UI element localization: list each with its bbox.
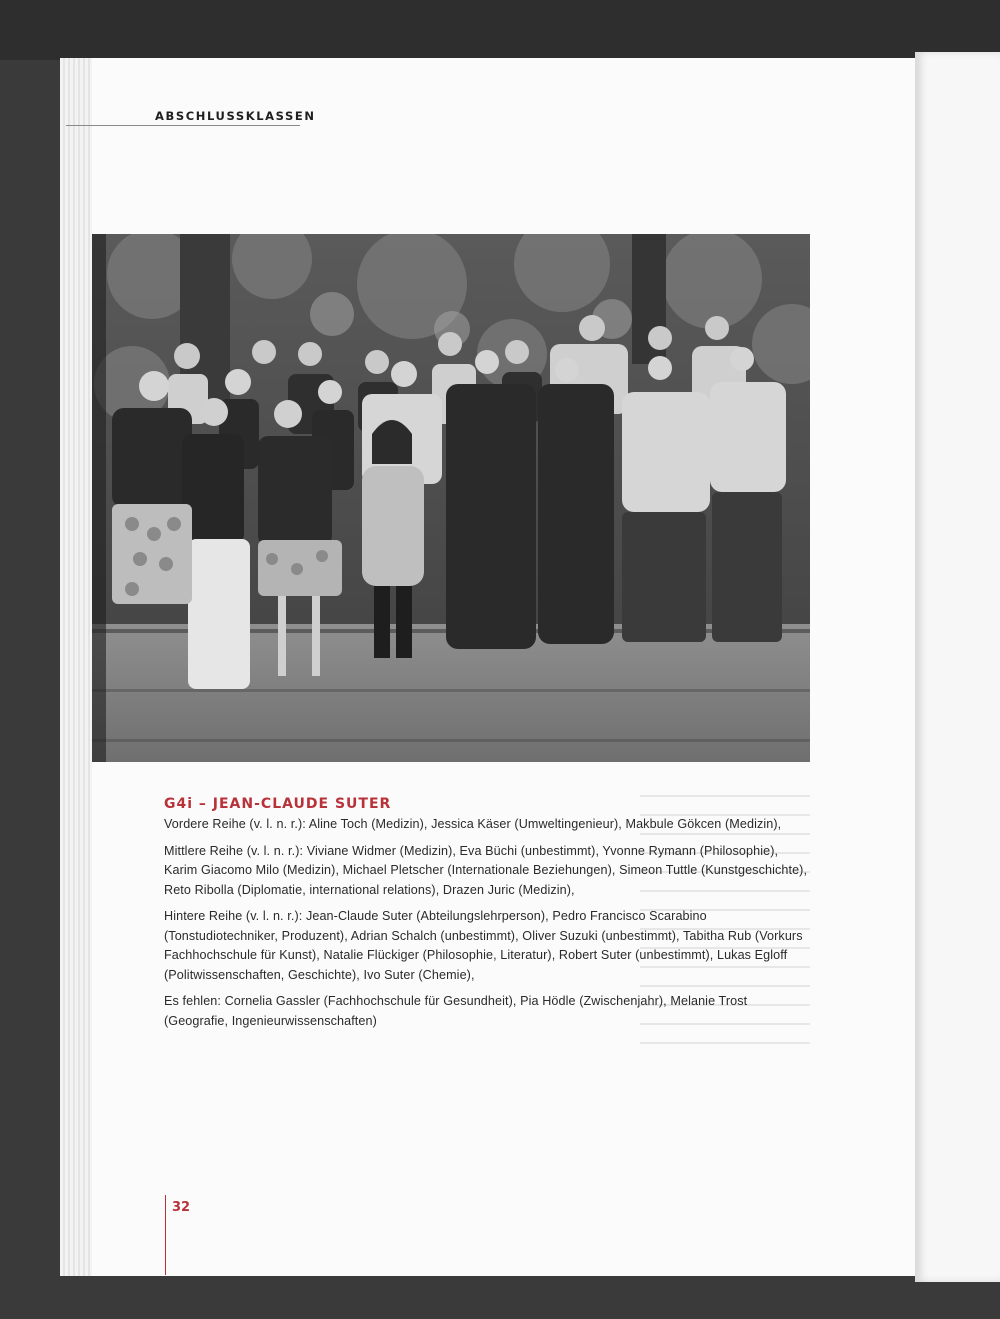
page-number: 32 — [172, 1200, 191, 1215]
header-rule — [66, 125, 300, 126]
scan-backdrop — [0, 0, 1000, 60]
section-label: ABSCHLUSSKLASSEN — [155, 109, 316, 123]
row-back: Hintere Reihe (v. l. n. r.): Jean-Claude Suter (Abteilungslehrperson), Pedro Francisco Scarabino (Tonstudiotechniker, Produzent), Adrian Schalch (unbestimmt), Oliver Suzuki (unbestimmt), Tabitha Rub (Vorkurs Fachhochschule für Kunst), Natalie Flückiger (Philosophie, Literatur), Robert Suter (unbestimmt), Lukas Egloff (Politwissenschaften, Geschichte), Ivo Suter (Chemie), — [164, 909, 803, 982]
facing-page-edge — [915, 52, 1000, 1282]
class-title: G4i – JEAN-CLAUDE SUTER — [164, 796, 392, 812]
class-photo — [92, 234, 810, 762]
row-middle: Mittlere Reihe (v. l. n. r.): Viviane Widmer (Medizin), Eva Büchi (unbestimmt), Yvonne Rymann (Philosophie), Karim Giacomo Milo (Medizin), Michael Pletscher (Internationale Beziehungen), Simeon Tuttle (Kunstgeschichte), Reto Ribolla (Diplomatie, international relations), Drazen Juric (Medizin), — [164, 843, 808, 897]
photo-caption — [164, 795, 812, 1038]
page-number-rule — [165, 1195, 166, 1275]
row-front: Vordere Reihe (v. l. n. r.): Aline Toch (Medizin), Jessica Käser (Umweltingenieur), Makbule Gökcen (Medizin), — [164, 817, 782, 831]
row-missing: Es fehlen: Cornelia Gassler (Fachhochschule für Gesundheit), Pia Hödle (Zwischenjahr), Melanie Trost (Geografie, Ingenieurwissenschaften) — [164, 994, 748, 1028]
